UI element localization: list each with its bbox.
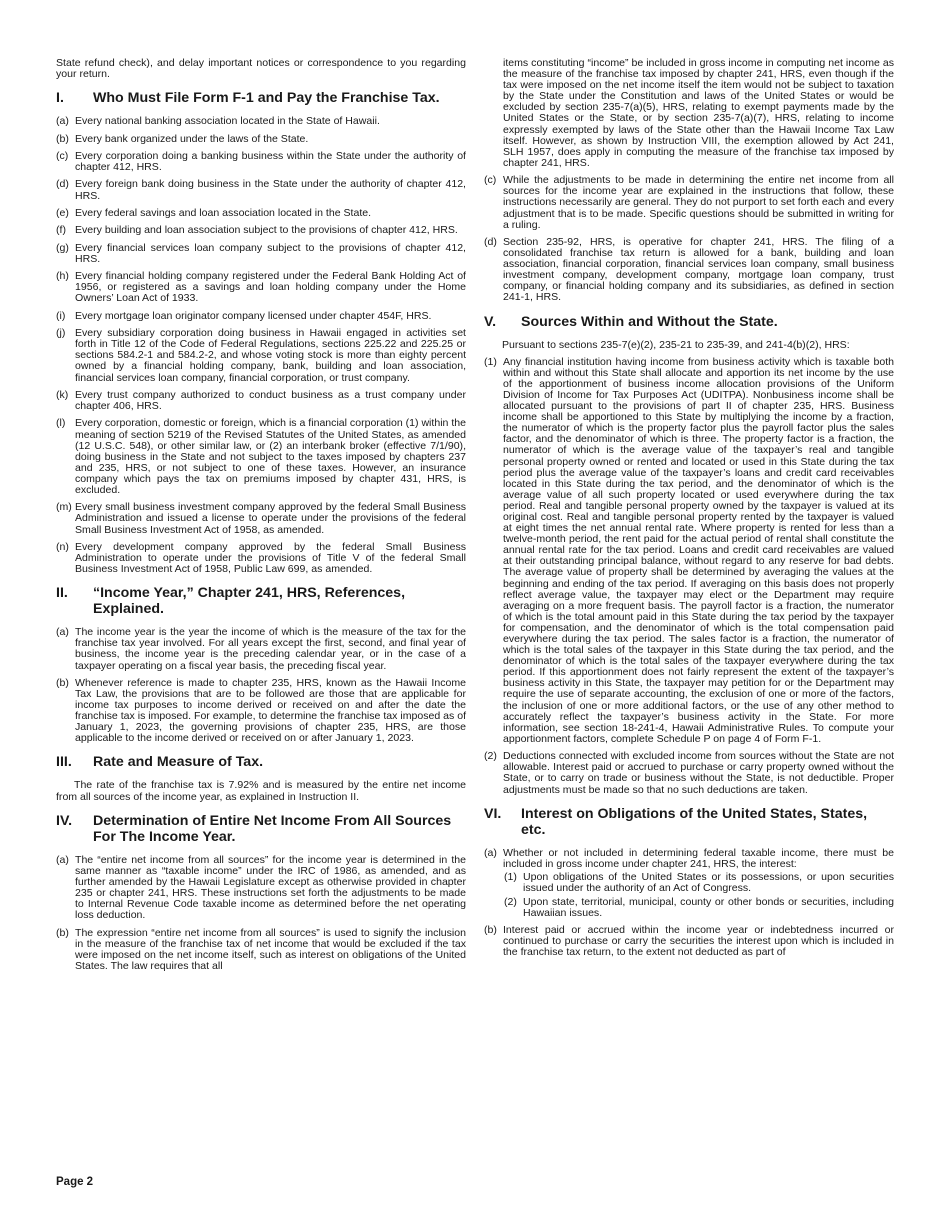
list-item <box>56 390 466 412</box>
list-item <box>56 627 466 671</box>
item-text: Every trust company authorized to conduct business as a trust company under chapter 406, HRS. <box>75 388 466 413</box>
item-label: (2) <box>484 750 497 763</box>
item-label: (b) <box>56 676 69 689</box>
item-text: Whether or not included in determining federal taxable income, there must be included in gross income under chapter 241, HRS, the interest: <box>503 846 894 870</box>
item-text: Every financial services loan company subject to the provisions of chapter 412, HRS. <box>75 241 466 265</box>
list-item <box>56 271 466 304</box>
item-label: (a) <box>56 853 69 866</box>
item-label: (k) <box>56 388 69 401</box>
item-label: (f) <box>56 224 66 237</box>
item-label: (j) <box>56 327 66 340</box>
item-label: (d) <box>484 236 497 248</box>
item-text: Every small business investment company approved by the federal Small Business Administration and issued a license to operate under the provisions of the federal Small Business Investment Act of 1958, as amended. <box>75 501 466 536</box>
section-number: IV. <box>56 812 73 829</box>
item-label: (d) <box>56 178 69 191</box>
list-item <box>56 502 466 535</box>
item-label: (b) <box>56 926 69 939</box>
item-text: The income year is the year the income of which is the measure of the tax for the franchise tax year involved. For all years except the first, second, and final year of business, the income year is the preceding calendar year, or in the case of a taxpayer operating on a fiscal year basis, the preceding fiscal year. <box>75 626 466 672</box>
section-heading-ii <box>56 585 466 617</box>
item-label: (m) <box>56 501 72 514</box>
section-number: V. <box>484 313 497 330</box>
list-item <box>56 151 466 173</box>
section-heading-vi <box>484 806 894 838</box>
item-text: Every corporation doing a banking business within the State under the authority of chapter 412, HRS. <box>75 149 466 174</box>
item-text: Every mortgage loan originator company licensed under chapter 454F, HRS. <box>75 309 432 322</box>
item-label: (a) <box>56 115 69 128</box>
list-item <box>484 237 894 304</box>
item-label: (b) <box>484 924 497 937</box>
list-item <box>56 678 466 745</box>
item-text: Every federal savings and loan association located in the State. <box>75 206 372 219</box>
list-item <box>56 243 466 265</box>
section-paragraph: The rate of the franchise tax is 7.92% and is measured by the entire net income from all sources of the income year, as explained in Instruction II. <box>56 779 466 803</box>
list-item <box>56 179 466 201</box>
section-heading-iii <box>56 754 466 770</box>
list-item <box>56 328 466 383</box>
list-item <box>56 311 466 322</box>
section-number: II. <box>56 585 68 602</box>
item-label: (g) <box>56 241 69 254</box>
left-column <box>56 58 466 978</box>
item-text: Every bank organized under the laws of the State. <box>75 132 309 145</box>
item-text: Every national banking association located in the State of Hawaii. <box>75 115 380 128</box>
item-label: (c) <box>484 174 497 187</box>
item-label: (b) <box>56 132 69 145</box>
item-text: Interest paid or accrued within the income year or indebtedness incurred or continued to purchase or carry the securities the interest upon which is included in the franchise tax return, to the extent not deducted as part of <box>503 924 894 959</box>
item-text: Any financial institution having income from business activity which is taxable both within and without this State shall allocate and apportion its net income by the use of the apportionment of business income allocation provisions of the Uniform Division of Income for Tax Purposes Act (UDITPA). Nonbusiness income shall be allocated pursuant to the provisions of part II of chapter 235, HRS. Business income shall be apportioned to this State by multiplying the income by a fraction, the numerator of which is the property factor plus the payroll factor plus the sales factor, and the denominator of which is three. The property factor is a fraction, the numerator of which is the average value of the taxpayer’s real and tangible personal property owned or rented and located or used in this State during the tax period plus the average value of the taxpayer’s loans and credit card receivables located in this State during the tax period, and the denominator of which is the average value of all such property located or used everywhere during the tax period. Real and tangible personal property owned by the taxpayer is valued at its original cost. Real and tangible personal property rented by the taxpayer is valued at eight times the net annual rental rate. Where property is rented for less than a twelve-month period, the rent paid for the actual period of rental shall constitute the annual rental rate for the tax period. Loans and credit card receivables are valued at their outstanding principal balance, without regard to any reserve for bad debts. The average value of property shall be determined by averaging the values at the beginning and ending of the tax period. If averaging on this basis does not properly reflect average value, the taxpayer may elect or the Department may require averaging on a more frequent basis. The payroll factor is a fraction, the numerator of which is the total amount paid in this State during the tax period by the taxpayer for compensation, and the denominator of which is the total compensation paid everywhere during the tax period. The sales factor is a fraction, the numerator of which is the total sales of the taxpayer in this State during the tax period, and the denominator of which is the total sales of the taxpayer everywhere during the tax period. If this apportionment does not fairly represent the extent of the taxpayer’s business activity in this State, the taxpayer may petition for or the Department may require the use of separate accounting, the exclusion of one or more of the factors, the inclusion of one or more additional factors, or the use of any other method to accurately reflect the taxpayer’s business activity in the State. For more information, see section 18-241-4, Hawaii Administrative Rules. To compute your apportionment factors, complete Schedule P on page 4 of Form F-1. <box>503 355 894 745</box>
section-number: I. <box>56 90 64 107</box>
item-label: (i) <box>56 309 66 322</box>
list-item <box>56 208 466 219</box>
list-item <box>56 542 466 575</box>
item-label: (1) <box>484 355 497 368</box>
list-item <box>484 925 894 958</box>
section-heading-iv <box>56 813 466 845</box>
item-text: The “entire net income from all sources” for the income year is determined in the same manner as “taxable income” under the IRC of 1986, as amended, and as further amended by the Hawaii Legislature except as otherwise provided in chapter 235 or chapter 241, HRS. These instructions set forth the adjustments to be made to Internal Revenue Code taxable income as determined before the net operating loss deduction. <box>75 853 466 922</box>
item-text: While the adjustments to be made in determining the entire net income from all sources for the income year are explained in the instructions that follow, these instructions necessarily are general. They do not purport to set forth each and every adjustment that is to be made. Specific questions should be submitted in writing for a ruling. <box>503 174 894 231</box>
list-item <box>484 751 894 795</box>
list-item <box>56 225 466 236</box>
section-intro: Pursuant to sections 235-7(e)(2), 235-21 to 235-39, and 241-4(b)(2), HRS: <box>502 338 850 351</box>
sub-item <box>484 872 894 894</box>
item-text: Every subsidiary corporation doing business in Hawaii engaged in activities set forth in Title 12 of the Code of Federal Regulations, sections 225.22 and 225.25 or sections 584.2-1 and 584.2-2, and whose voting stock is more than eighty percent owned by a financial holding company, bank, building and loan association, financial services loan company, financial corporation, or trust company. <box>75 327 466 384</box>
section-title: Who Must File Form F-1 and Pay the Franchise Tax. <box>93 90 440 107</box>
item-label: (a) <box>484 846 497 859</box>
section-heading-i <box>56 90 466 106</box>
section-title: “Income Year,” Chapter 241, HRS, References, Explained. <box>93 585 406 618</box>
list-item <box>56 116 466 127</box>
section-number: III. <box>56 754 72 771</box>
continued-paragraph: items constituting “income” be included in gross income in computing net income as the measure of the franchise tax imposed by chapter 241, HRS, even though if the tax were imposed on the net income itself the item would not be subject to taxation by the State under the Constitution and laws of the United States or would be excluded by section 235-7(a)(5), HRS, relating to exempt payments made by the United States or the State, or by section 235-7(a)(7), HRS, relating to income expressly exempted by laws of the State other than the Hawaii Income Tax Law itself. However, as shown by Instruction VIII, the exemption allowed by Act 241, SLH 1957, does apply in computing the measure of the franchise tax imposed by chapter 241, HRS. <box>503 57 894 169</box>
section-title: Rate and Measure of Tax. <box>93 754 264 771</box>
item-text: Every corporation, domestic or foreign, which is a financial corporation (1) within the meaning of section 5219 of the Revised Statutes of the United States, as amended (12 U.S.C. 548), or other similar law, or (2) an interbank broker (effective 7/1/90), doing business in the State and not subject to the taxes imposed by chapters 237 and 235, HRS, or not subject to one of these taxes. However, an insurance company which pays the tax on premiums imposed by chapter 431, HRS, is excluded. <box>75 417 467 496</box>
item-text: The expression “entire net income from all sources” is used to signify the inclusion in the measure of the franchise tax of net income that would be excluded if the tax were imposed on the net income itself, such as interest on obligations of the United States. The law requires that all <box>75 926 466 972</box>
section-title: Interest on Obligations of the United States, States, etc. <box>521 805 868 838</box>
sub-item-label: (2) <box>504 895 517 908</box>
list-item <box>56 928 466 972</box>
list-item <box>56 855 466 922</box>
sub-item-text: Upon obligations of the United States or its possessions, or upon securities issued under the authority of an Act of Congress. <box>523 870 894 894</box>
item-text: Whenever reference is made to chapter 235, HRS, known as the Hawaii Income Tax Law, the provisions that are to be followed are those that are applicable for income tax purposes to income derived or received on and after the date the franchise tax is imposed. For example, to determine the franchise tax imposed as of January 1, 2023, the governing provisions of chapter 235, HRS, are those applicable to the income derived or received on or after January 1, 2023. <box>75 676 467 745</box>
section-heading-v <box>484 314 894 330</box>
item-label: (e) <box>56 206 69 219</box>
item-label: (a) <box>56 626 69 639</box>
item-text: Deductions connected with excluded income from sources without the State are not allowable. Interest paid or accrued to purchase or carry property owned without the State, or to carry on trade or business without the State, is not deductible. Proper adjustments must be made so that no such deductions are taken. <box>503 750 894 796</box>
section-number: VI. <box>484 805 502 822</box>
item-text: Every building and loan association subject to the provisions of chapter 412, HRS. <box>75 224 458 237</box>
item-text: Every financial holding company registered under the Federal Bank Holding Act of 1956, or registered as a savings and loan holding company under the Home Owners’ Loan Act of 1933. <box>75 270 466 305</box>
list-item <box>56 134 466 145</box>
list-item <box>56 418 466 496</box>
intro-paragraph: State refund check), and delay important notices or correspondence to you regarding your return. <box>56 57 466 81</box>
item-label: (h) <box>56 270 69 283</box>
sub-item-label: (1) <box>504 870 517 883</box>
right-column <box>484 58 894 965</box>
list-item <box>484 848 894 870</box>
item-label: (n) <box>56 540 69 553</box>
item-text: Section 235-92, HRS, is operative for chapter 241, HRS. The filing of a consolidated franchise tax return is allowed for a bank, building and loan association, financial corporation, financial services loan company, small business investment company, development company, mortgage loan company, trust company, or financial holding company and its subsidiaries, as defined in section 241-1, HRS. <box>503 236 894 304</box>
instructions-page <box>56 58 896 1198</box>
sub-item-text: Upon state, territorial, municipal, county or other bonds or securities, including Hawaiian issues. <box>523 895 894 920</box>
section-title: Sources Within and Without the State. <box>521 313 778 330</box>
list-item <box>484 357 894 745</box>
list-item <box>484 175 894 230</box>
page-number: Page 2 <box>56 1176 94 1188</box>
section-title: Determination of Entire Net Income From All Sources For The Income Year. <box>93 812 452 845</box>
item-label: (l) <box>56 417 66 430</box>
item-text: Every foreign bank doing business in the State under the authority of chapter 412, HRS. <box>75 178 466 202</box>
sub-item <box>484 897 894 919</box>
item-label: (c) <box>56 149 69 162</box>
item-text: Every development company approved by the federal Small Business Administration to operate under the provisions of Title V of the federal Small Business Investment Act of 1958, Public Law 699, as amended. <box>75 540 466 576</box>
